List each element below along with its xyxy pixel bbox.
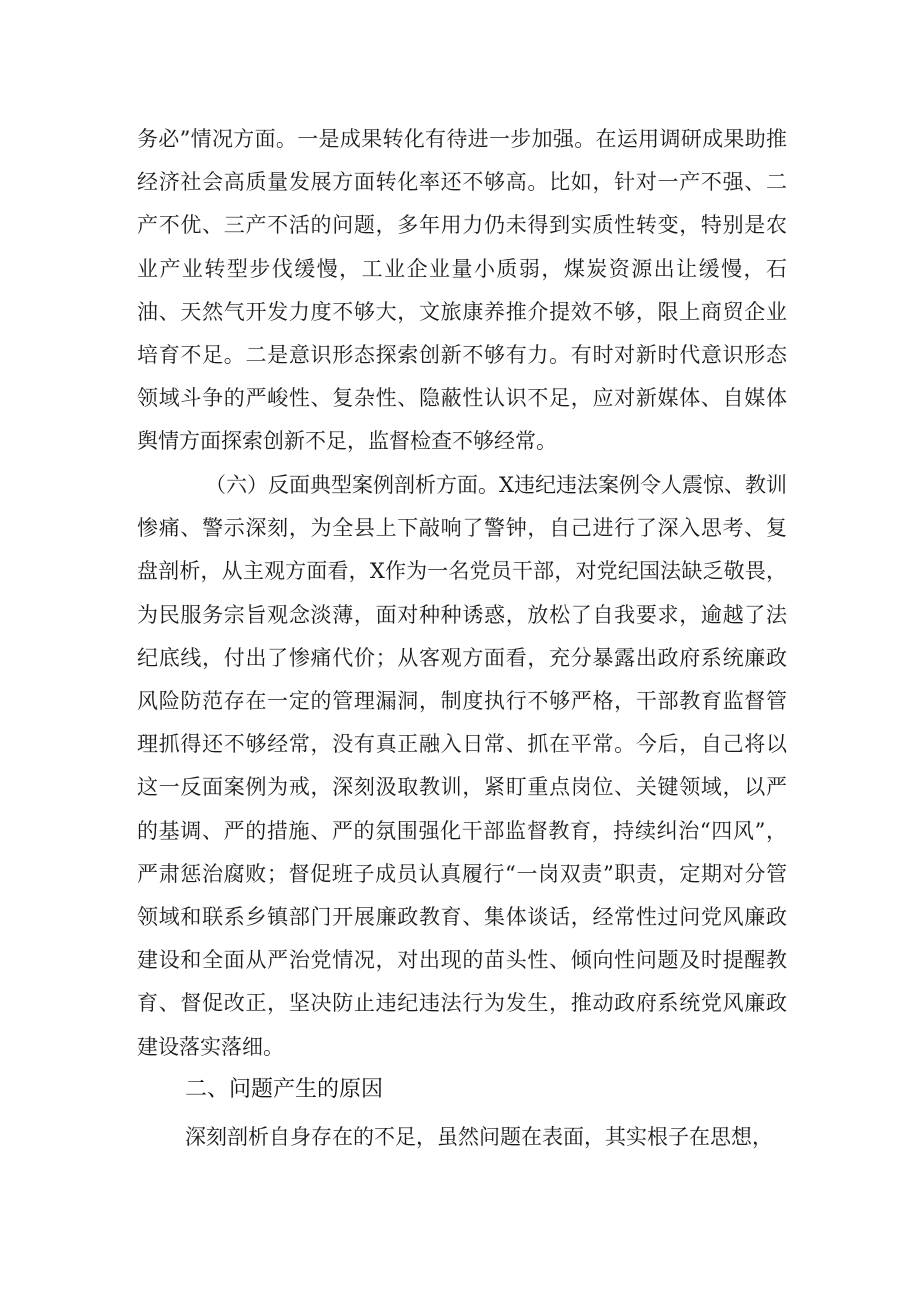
paragraph-research-conversion: 务必”情况方面。一是成果转化有待进一步加强。在运用调研成果助推经济社会高质量发展方面转化率还不够高。比如，针对一产不强、二产不优、三产不活的问题，多年用力仍未得到实质性转变，特别是农业产业转型步伐缓慢，工业企业量小质弱，煤炭资源出让缓慢，石油、天然气开发力度不够大，文旅康养推介提效不够，限上商贸企业培育不足。二是意识形态探索创新不够有力。有时对新时代意识形态领域斗争的严峻性、复杂性、隐蔽性认识不足，应对新媒体、自媒体舆情方面探索创新不足，监督检查不够经常。 [137,127,787,454]
paragraph-causes-intro: 深刻剖析自身存在的不足，虽然问题在表面，其实根子在思想， [185,1125,773,1149]
section-heading-causes: 二、问题产生的原因 [185,1077,384,1102]
paragraph-negative-case-analysis: （六）反面典型案例剖析方面。X违纪违法案例令人震惊、教训惨痛、警示深刻，为全县上下敲响了警钟，自己进行了深入思考、复盘剖析，从主观方面看，X作为一名党员干部，对党纪国法缺乏敬畏，为民服务宗旨观念淡薄，面对种种诱惑，放松了自我要求，逾越了法纪底线，付出了惨痛代价；从客观方面看，充分暴露出政府系统廉政风险防范存在一定的管理漏洞，制度执行不够严格，干部教育监督管理抓得还不够经常，没有真正融入日常、抓在平常。今后，自己将以这一反面案例为戒，深刻汲取教训，紧盯重点岗位、关键领域，以严的基调、严的措施、严的氛围强化干部监督教育，持续纠治“四风”，严肃惩治腐败；督促班子成员认真履行“一岗双责”职责，定期对分管领域和联系乡镇部门开展廉政教育、集体谈话，经常性过问党风廉政建设和全面从严治党情况，对出现的苗头性、倾向性问题及时提醒教育、督促改正，坚决防止违纪违法行为发生，推动政府系统党风廉政建设落实落细。 [137,473,787,1059]
